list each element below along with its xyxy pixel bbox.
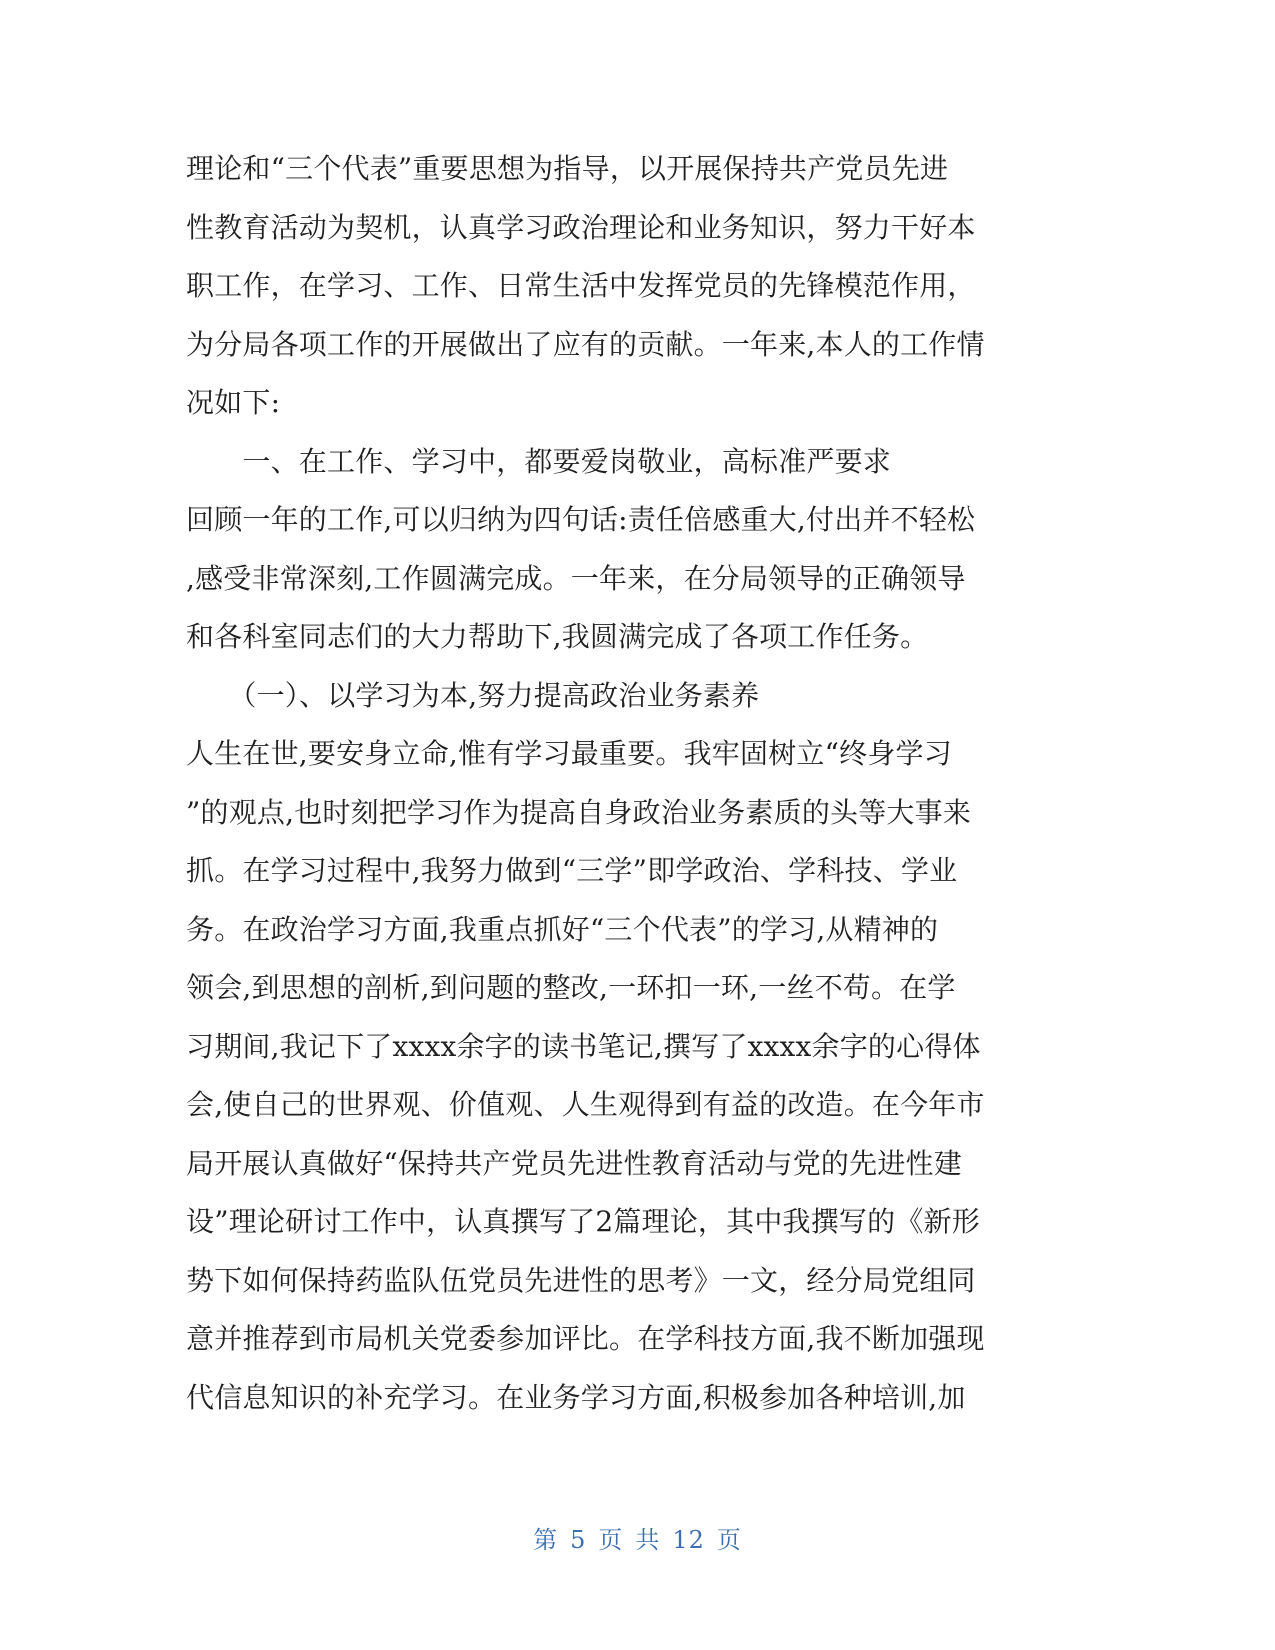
text-line: 领会,到思想的剖析,到问题的整改,一环扣一环,一丝不苟。在学 [186,971,956,1004]
subsection-heading: （一）、以学习为本,努力提高政治业务素养 [186,678,760,712]
footer-page-unit: 页 [598,1526,624,1554]
document-body [186,140,1066,1427]
text-line: ,感受非常深刻,工作圆满完成。一年来，在分局领导的正确领导 [186,561,966,595]
text-line: 会,使自己的世界观、价值观、人生观得到有益的改造。在今年市 [186,1088,985,1121]
footer-prefix: 第 [533,1526,559,1554]
text-line: 为分局各项工作的开展做出了应有的贡献。一年来,本人的工作情 [186,327,985,361]
text-line: ”的观点,也时刻把学习作为提高自身政治业务素质的头等大事来 [186,795,972,829]
total-pages-number: 12 [672,1526,705,1554]
text-line: 况如下: [186,386,281,419]
text-line: 设”理论研讨工作中，认真撰写了2篇理论，其中我撰写的《新形 [186,1205,980,1238]
text-line: 抓。在学习过程中,我努力做到“三学”即学政治、学科技、学业 [186,854,958,887]
text-line: 理论和“三个代表”重要思想为指导，以开展保持共产党员先进 [186,152,949,185]
text-line: 意并推荐到市局机关党委参加评比。在学科技方面,我不断加强现 [186,1322,985,1355]
text-line: 局开展认真做好“保持共产党员先进性教育活动与党的先进性建 [186,1146,962,1180]
footer-total-prefix: 共 [635,1526,661,1554]
text-line: 习期间,我记下了xxxx余字的读书笔记,撰写了xxxx余字的心得体 [186,1029,981,1063]
page-footer [0,1520,1275,1555]
text-line: 代信息知识的补充学习。在业务学习方面,积极参加各种培训,加 [186,1380,966,1414]
footer-suffix: 页 [716,1526,742,1554]
section-heading: 一、在工作、学习中，都要爱岗敬业，高标准严要求 [186,444,892,478]
text-line: 和各科室同志们的大力帮助下,我圆满完成了各项工作任务。 [186,620,929,653]
current-page-number: 5 [570,1526,587,1554]
text-line: 职工作，在学习、工作、日常生活中发挥党员的先锋模范作用， [186,269,976,302]
text-line: 势下如何保持药监队伍党员先进性的思考》一文，经分局党组同 [186,1263,976,1297]
text-line: 回顾一年的工作,可以归纳为四句话:责任倍感重大,付出并不轻松 [186,503,976,536]
text-line: 性教育活动为契机，认真学习政治理论和业务知识，努力干好本 [186,210,976,244]
text-line: 人生在世,要安身立命,惟有学习最重要。我牢固树立“终身学习 [186,737,952,770]
text-line: 务。在政治学习方面,我重点抓好“三个代表”的学习,从精神的 [186,912,939,946]
